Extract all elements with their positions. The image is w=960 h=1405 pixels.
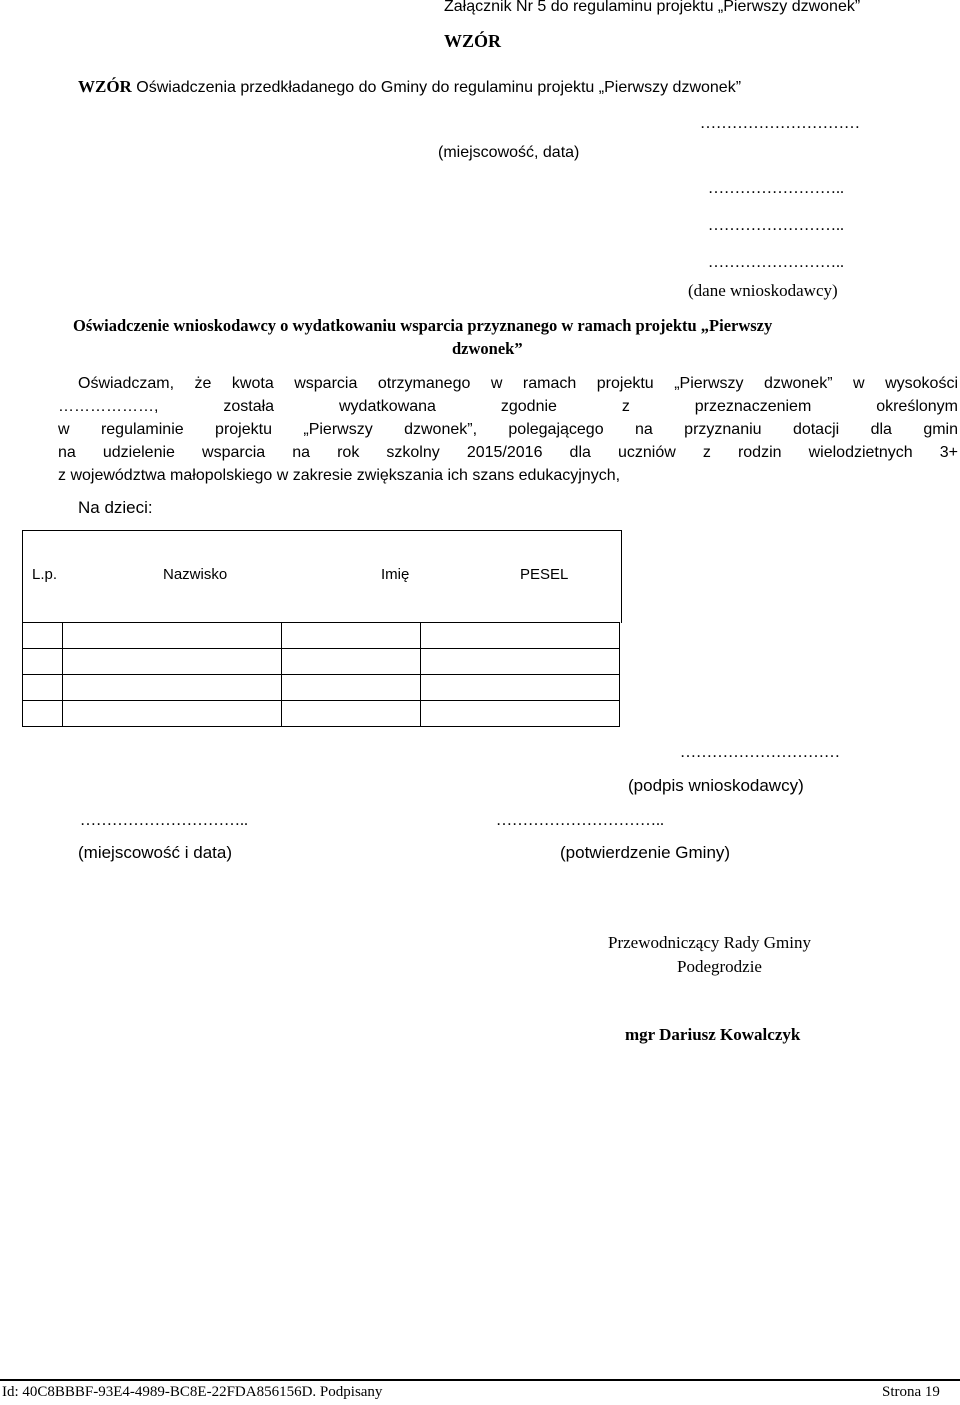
applicant-line-2: …………………….. xyxy=(708,217,844,234)
place-date-label: (miejscowość, data) xyxy=(438,144,580,161)
body-line-3: w regulaminie projektu „Pierwszy dzwonek”, polegającego na przyznaniu dotacji dla gmin xyxy=(58,421,958,438)
table-cell[interactable] xyxy=(421,675,620,701)
table-cell[interactable] xyxy=(23,623,63,649)
table-row xyxy=(23,701,620,727)
document-title-bold: WZÓR xyxy=(78,77,132,96)
chairman-title-line-2: Podegrodzie xyxy=(677,957,762,976)
body-line-4: na udzielenie wsparcia na rok szkolny 2015/2016 dla uczniów z rodzin wielodzietnych 3+ xyxy=(58,444,958,461)
table-cell[interactable] xyxy=(23,675,63,701)
children-table xyxy=(22,622,620,727)
table-header-nazwisko: Nazwisko xyxy=(163,566,228,583)
statement-body xyxy=(58,372,958,487)
applicant-signature-label: (podpis wnioskodawcy) xyxy=(628,776,804,795)
table-cell[interactable] xyxy=(23,701,63,727)
statement-title-line-2: dzwonek” xyxy=(452,339,523,358)
applicant-line-1: …………………….. xyxy=(708,180,844,197)
table-cell[interactable] xyxy=(63,623,282,649)
table-cell[interactable] xyxy=(63,649,282,675)
table-header-pesel: PESEL xyxy=(520,566,569,583)
table-cell[interactable] xyxy=(282,675,421,701)
table-cell[interactable] xyxy=(63,701,282,727)
table-cell[interactable] xyxy=(63,675,282,701)
chairman-title-line-1: Przewodniczący Rady Gminy xyxy=(608,933,811,952)
table-cell[interactable] xyxy=(282,701,421,727)
applicant-signature-dots: ………………………… xyxy=(680,744,840,761)
table-header-imie: Imię xyxy=(381,566,410,583)
place-signature-label: (miejscowość i data) xyxy=(78,843,232,862)
table-cell[interactable] xyxy=(23,649,63,675)
footer-page-number: Strona 19 xyxy=(882,1384,940,1400)
applicant-line-3: …………………….. xyxy=(708,254,844,271)
table-header-lp: L.p. xyxy=(32,566,58,583)
table-cell[interactable] xyxy=(282,623,421,649)
table-cell[interactable] xyxy=(421,623,620,649)
table-row xyxy=(23,623,620,649)
table-cell[interactable] xyxy=(421,701,620,727)
body-line-5: z województwa małopolskiego w zakresie zwiększania ich szans edukacyjnych, xyxy=(58,467,621,484)
applicant-label: (dane wnioskodawcy) xyxy=(688,281,838,300)
gmina-signature-dots: ………………………….. xyxy=(496,812,664,829)
attachment-note: Załącznik Nr 5 do regulaminu projektu „Pierwszy dzwonek” xyxy=(444,0,861,15)
table-cell[interactable] xyxy=(282,649,421,675)
body-line-1: Oświadczam, że kwota wsparcia otrzymanego w ramach projektu „Pierwszy dzwonek” w wysokości xyxy=(78,375,958,392)
body-line-2: ………………, została wydatkowana zgodnie z przeznaczeniem określonym xyxy=(58,398,958,415)
place-date-dots: ………………………… xyxy=(700,115,860,132)
children-label: Na dzieci: xyxy=(78,498,153,517)
document-title-text: Oświadczenia przedkładanego do Gminy do regulaminu projektu „Pierwszy dzwonek” xyxy=(131,79,742,96)
wzor-label: WZÓR xyxy=(444,31,502,51)
table-cell[interactable] xyxy=(421,649,620,675)
footer-id: Id: 40C8BBBF-93E4-4989-BC8E-22FDA856156D. Podpisany xyxy=(2,1384,383,1400)
document-title xyxy=(78,77,741,97)
chairman-name: mgr Dariusz Kowalczyk xyxy=(625,1025,801,1044)
page-footer xyxy=(0,1379,960,1405)
place-signature-dots: ………………………….. xyxy=(80,812,248,829)
table-row xyxy=(23,675,620,701)
gmina-signature-label: (potwierdzenie Gminy) xyxy=(560,843,731,862)
statement-title-line-1: Oświadczenie wnioskodawcy o wydatkowaniu wsparcia przyznanego w ramach projektu „Pierwszy xyxy=(73,316,773,335)
table-row xyxy=(23,649,620,675)
